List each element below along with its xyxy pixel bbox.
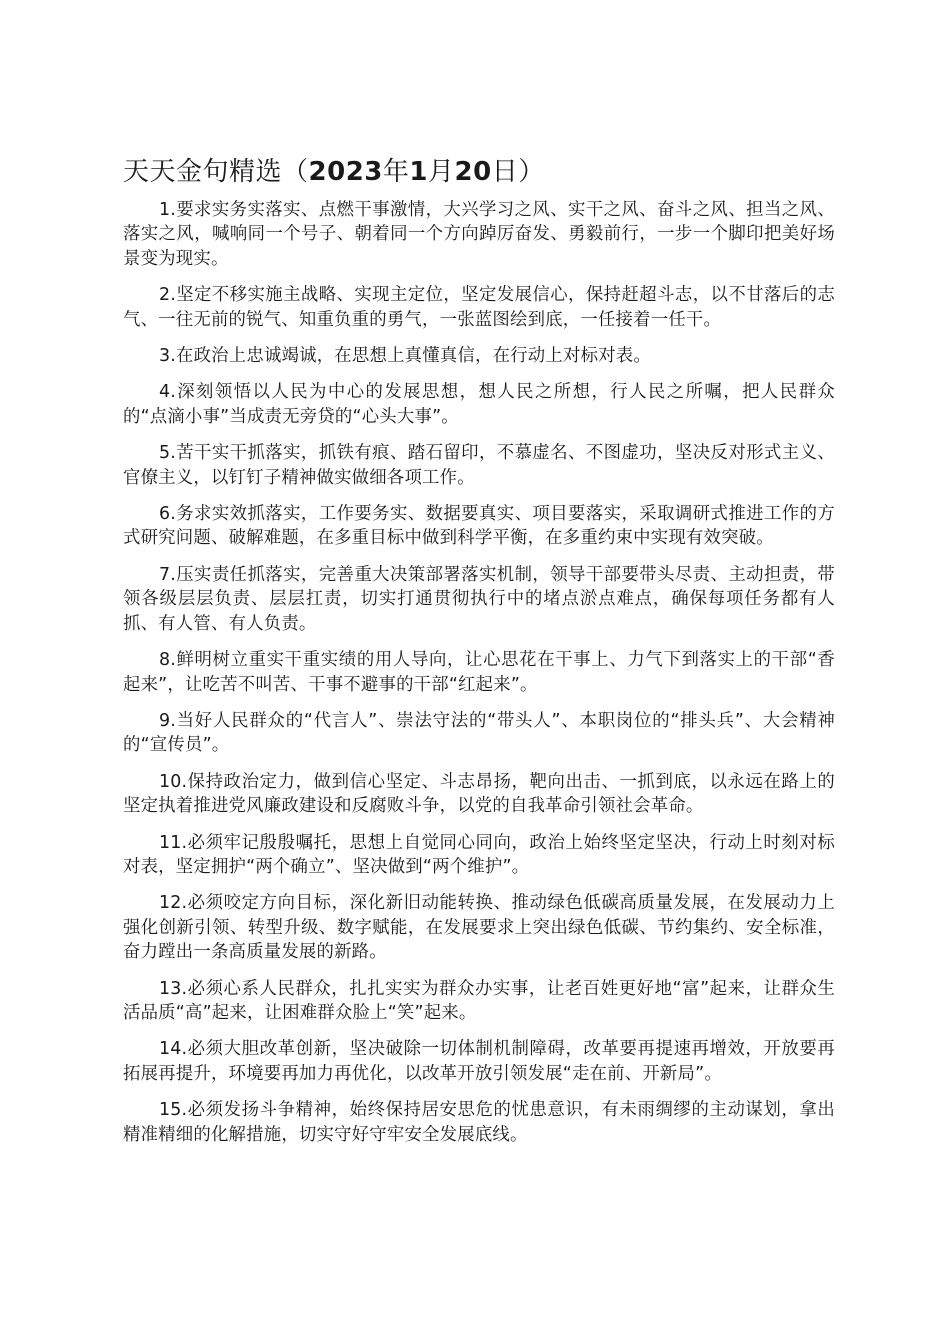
paragraph-3: 3.在政治上忠诚竭诚，在思想上真懂真信，在行动上对标对表。 — [159, 346, 651, 367]
paragraph-9: 9.当好人民群众的“代言人”、崇法守法的“带头人”、本职岗位的“排头兵”、大会精神的“宣传员”。 — [123, 710, 835, 756]
title-month-unit: 月 — [428, 157, 455, 187]
paragraph-7: 7.压实责任抓落实，完善重大决策部署落实机制，领导干部要带头尽责、主动担责，带领各级层层负责、层层扛责，切实打通贯彻执行中的堵点淤点难点，确保每项任务都有人抓、有人管、有人负责。 — [123, 564, 835, 634]
paragraph-8: 8.鲜明树立重实干重实绩的用人导向，让心思花在干事上、力气下到落实上的干部“香起来”，让吃苦不叫苦、干事不避事的干部“红起来”。 — [123, 650, 835, 695]
paragraph-5: 5.苦干实干抓落实，抓铁有痕、踏石留印，不慕虚名、不图虚功，坚决反对形式主义、官僚主义，以钉钉子精神做实做细各项工作。 — [123, 443, 835, 488]
paragraph-14: 14.必须大胆改革创新，坚决破除一切体制机制障碍，改革要再提速再增效，开放要再拓展再提升，环境要再加力再优化，以改革开放引领发展“走在前、开新局”。 — [123, 1039, 835, 1084]
paragraph-1: 1.要求实务实落实、点燃干事激情，大兴学习之风、实干之风、奋斗之风、担当之风、落实之风，喊响同一个号子、朝着同一个方向踔厉奋发、勇毅前行，一步一个脚印把美好场景变为现实。 — [123, 200, 835, 269]
paragraph-12: 12.必须咬定方向目标，深化新旧动能转换、推动绿色低碳高质量发展，在发展动力上强化创新引领、转型升级、数字赋能，在发展要求上突出绿色低碳、节约集约、安全标准，奋力蹚出一条高质量发展的新路。 — [123, 893, 835, 963]
page-title — [123, 150, 835, 194]
title-year: 2023 — [308, 157, 383, 187]
title-day: 20 — [454, 157, 492, 187]
paragraph-11: 11.必须牢记殷殷嘱托，思想上自觉同心同向，政治上始终坚定坚决，行动上时刻对标对表，坚定拥护“两个确立”、坚决做到“两个维护”。 — [123, 832, 835, 877]
paragraph-13: 13.必须心系人民群众，扎扎实实为群众办实事，让老百姓更好地“富”起来，让群众生活品质“高”起来，让困难群众脸上“笑”起来。 — [123, 978, 835, 1023]
title-day-unit: 日） — [491, 157, 545, 187]
paragraph-6: 6.务求实效抓落实，工作要务实、数据要真实、项目要落实，采取调研式推进工作的方式研究问题、破解难题，在多重目标中做到科学平衡，在多重约束中实现有效突破。 — [123, 504, 835, 549]
title-prefix: 天天金句精选（ — [123, 157, 309, 187]
title-month: 1 — [409, 157, 428, 187]
paragraph-4: 4.深刻领悟以人民为中心的发展思想，想人民之所想，行人民之所嘱，把人民群众的“点滴小事”当成责无旁贷的“心头大事”。 — [123, 382, 835, 427]
document-body — [123, 150, 835, 1159]
paragraph-2: 2.坚定不移实施主战略、实现主定位，坚定发展信心，保持赶超斗志，以不甘落后的志气、一往无前的锐气、知重负重的勇气，一张蓝图绘到底，一任接着一任干。 — [123, 285, 835, 330]
paragraph-10: 10.保持政治定力，做到信心坚定、斗志昂扬，靶向出击、一抓到底，以永远在路上的坚定执着推进党风廉政建设和反腐败斗争，以党的自我革命引领社会革命。 — [123, 771, 835, 817]
title-year-unit: 年 — [382, 157, 410, 187]
paragraph-15: 15.必须发扬斗争精神，始终保持居安思危的忧患意识，有未雨绸缪的主动谋划，拿出精准精细的化解措施，切实守好守牢安全发展底线。 — [123, 1100, 835, 1145]
